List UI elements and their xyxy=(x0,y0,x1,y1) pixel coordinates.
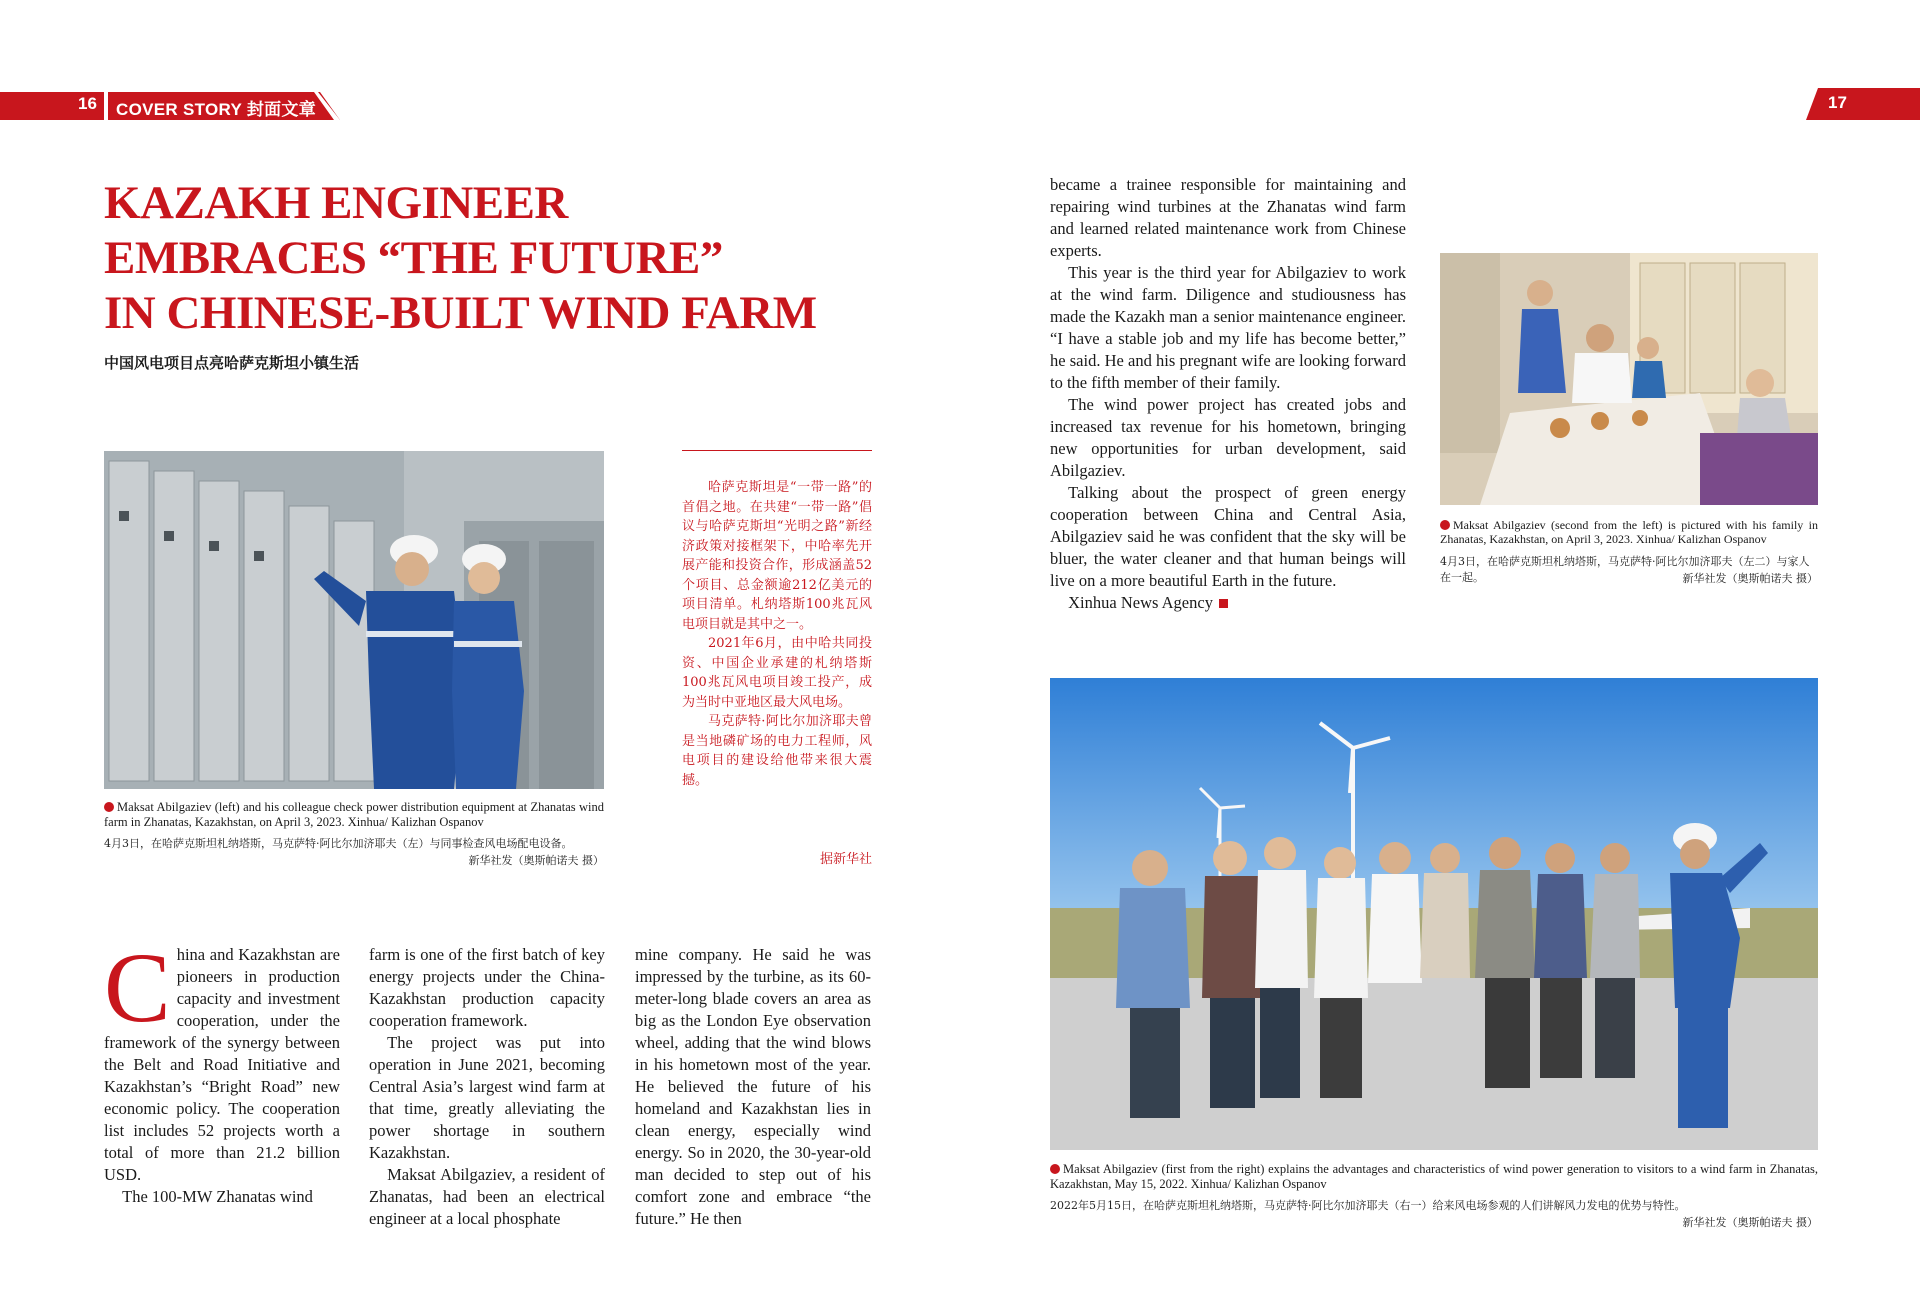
sidebar-summary xyxy=(682,478,872,790)
photo-credit-1: 新华社发（奥斯帕诺夫 摄） xyxy=(468,854,604,867)
photo-credit-3: 新华社发（奥斯帕诺夫 摄） xyxy=(1682,1216,1818,1229)
sidebar-paragraph: 哈萨克斯坦是“一带一路”的首倡之地。在共建“一带一路”倡议与哈萨克斯坦“光明之路”新经济政策对接框架下，中哈率先开展产能和投资合作，形成涵盖52个项目、总金额逾212亿美元的项目清单。札纳塔斯100兆瓦风电项目就是其中之一。 xyxy=(682,480,872,632)
paragraph: Maksat Abilgaziev, a resident of Zhanatas, had been an electrical engineer at a local phosphate xyxy=(369,1165,605,1228)
photo-caption-cn-3: 2022年5月15日，在哈萨克斯坦札纳塔斯，马克萨特·阿比尔加济耶夫（右一）给来风电场参观的人们讲解风力发电的优势与特性。 xyxy=(1050,1199,1686,1212)
photo-credit-2: 新华社发（奥斯帕诺夫 摄） xyxy=(1682,572,1818,585)
paragraph: The 100-MW Zhanatas wind xyxy=(122,1187,313,1206)
paragraph: hina and Kazakhstan are pioneers in production capacity and investment cooperation, under the framework of the synergy between the Belt and Road Initiative and Kazakhstan’s “Bright Road” new economic policy. The cooperation list includes 52 projects worth a total of more than 21.2 billion USD. xyxy=(104,945,340,1184)
xinhua-logo-icon xyxy=(1050,1164,1060,1174)
paragraph: Talking about the prospect of green energy cooperation between China and Central Asia, Abilgaziev said he was confident that the sky will be bluer, the water cleaner and that human beings will live on a more beautiful Earth in the future. xyxy=(1050,483,1406,590)
end-mark-icon xyxy=(1219,599,1228,608)
page-number-left: 16 xyxy=(78,94,97,113)
paragraph: The project was put into operation in June 2021, becoming Central Asia’s largest wind farm at that time, greatly alleviating the power shortage in southern Kazakhstan. xyxy=(369,1033,605,1162)
photo-caption-cn-1: 4月3日，在哈萨克斯坦札纳塔斯，马克萨特·阿比尔加济耶夫（左）与同事检查风电场配电设备。 xyxy=(104,837,573,850)
section-label: COVER STORY 封面文章 xyxy=(116,100,317,119)
paragraph: The wind power project has created jobs and increased tax revenue for his hometown, bringing new opportunities for urban development, said Abilgaziev. xyxy=(1050,395,1406,480)
photo-caption-3: Maksat Abilgaziev (first from the right) explains the advantages and characteristics of wind power generation to visitors to a wind farm in Zhanatas, Kazakhstan, May 15, 2022. Xinhua/ Kalizhan Ospanov xyxy=(1050,1162,1818,1191)
title-line: IN CHINESE-BUILT WIND FARM xyxy=(104,287,817,339)
body-column-1 xyxy=(104,932,340,1208)
title-line: KAZAKH ENGINEER xyxy=(104,177,568,229)
section-header-left xyxy=(0,92,340,120)
paragraph: This year is the third year for Abilgaziev to work at the wind farm. Diligence and studiousness has made the Kazakh man a senior maintenance engineer. “I have a stable job and my life has become better,” he said. He and his pregnant wife are looking forward to the fifth member of their family. xyxy=(1050,263,1406,392)
photo-caption-1: Maksat Abilgaziev (left) and his colleague check power distribution equipment at Zhanatas wind farm in Zhanatas, Kazakhstan, on April 3, 2023. Xinhua/ Kalizhan Ospanov xyxy=(104,800,604,829)
paragraph: farm is one of the first batch of key energy projects under the China-Kazakhstan production capacity cooperation framework. xyxy=(369,945,605,1030)
sidebar-source: 据新华社 xyxy=(819,852,872,867)
drop-cap: C xyxy=(104,932,171,1043)
title-line: EMBRACES “THE FUTURE” xyxy=(104,232,723,284)
sidebar-paragraph: 2021年6月，由中哈共同投资、中国企业承建的札纳塔斯100兆瓦风电项目竣工投产，成为当时中亚地区最大风电场。 xyxy=(682,636,872,710)
byline: Xinhua News Agency xyxy=(1068,593,1213,612)
xinhua-logo-icon xyxy=(104,802,114,812)
xinhua-logo-icon xyxy=(1440,520,1450,530)
body-column-2 xyxy=(369,944,605,1230)
section-header-right xyxy=(1806,88,1920,120)
paragraph: mine company. He said he was impressed by the turbine, as its 60-meter-long blade covers an area as big as the London Eye observation wheel, adding that the wind blows in his hometown most of the year. He believed the future of his homeland and Kazakhstan lies in clean energy, especially wind energy. So in 2020, the 30-year-old man decided to step out of his comfort zone and embrace “the future.” He then xyxy=(635,945,871,1228)
sidebar-rule xyxy=(682,450,872,451)
photo-engineers xyxy=(104,451,604,789)
article-title xyxy=(104,176,904,341)
article-subtitle: 中国风电项目点亮哈萨克斯坦小镇生活 xyxy=(104,354,360,372)
body-column-3 xyxy=(635,944,871,1230)
photo-family xyxy=(1440,253,1818,505)
body-column-4 xyxy=(1050,174,1406,614)
sidebar-paragraph: 马克萨特·阿比尔加济耶夫曾是当地磷矿场的电力工程师，风电项目的建设给他带来很大震撼。 xyxy=(682,714,872,788)
photo-wind-farm-visitors xyxy=(1050,678,1818,1150)
page-number-right: 17 xyxy=(1828,93,1847,112)
paragraph: became a trainee responsible for maintaining and repairing wind turbines at the Zhanatas wind farm and learned related maintenance work from Chinese experts. xyxy=(1050,175,1406,260)
photo-caption-cn-2: 4月3日，在哈萨克斯坦札纳塔斯，马克萨特·阿比尔加济耶夫（左二）与家人在一起。 xyxy=(1440,555,1810,584)
photo-caption-2: Maksat Abilgaziev (second from the left) is pictured with his family in Zhanatas, Kazakhstan, on April 3, 2023. Xinhua/ Kalizhan Ospanov xyxy=(1440,518,1818,546)
